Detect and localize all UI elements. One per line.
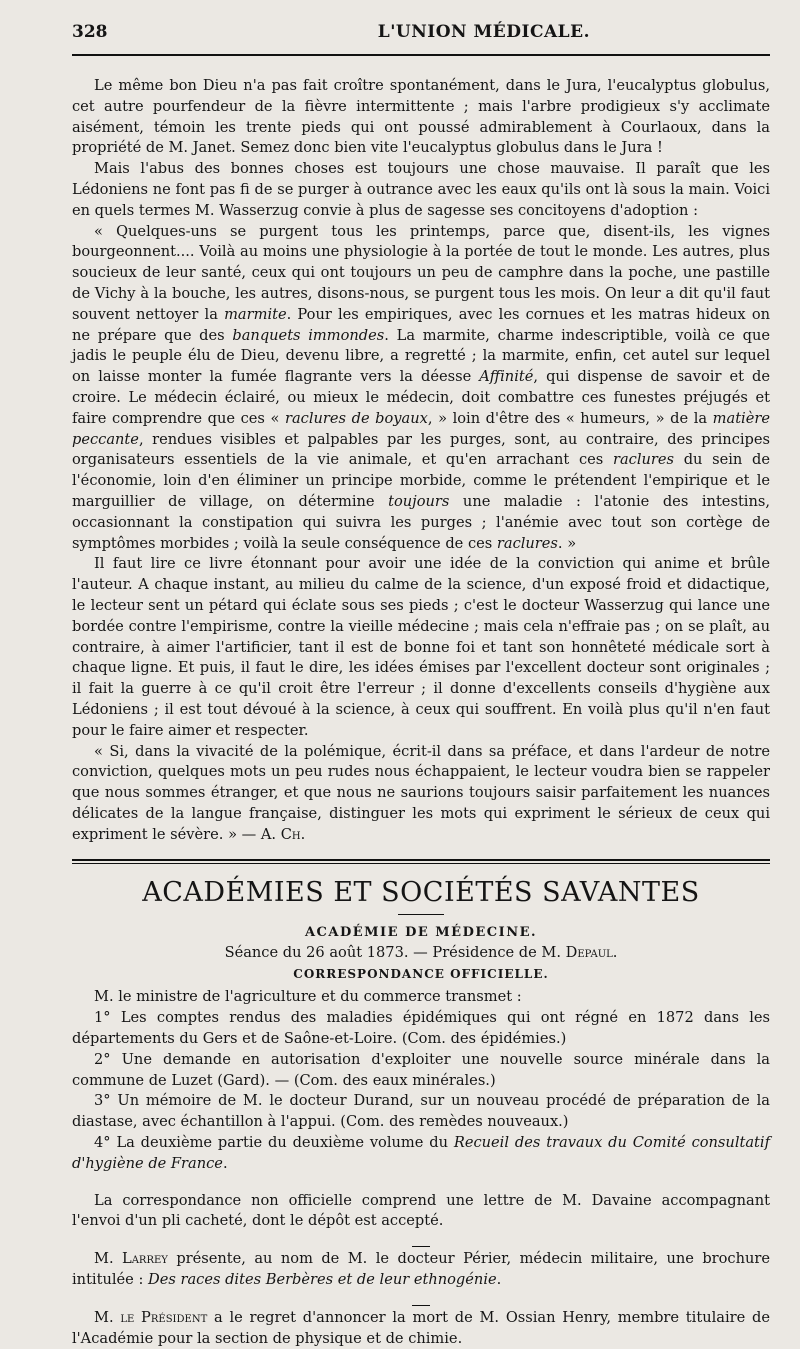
paragraph: M. le Président a le regret d'annoncer la mort de M. Ossian Henry, membre titulaire de l'Académie pour la section de physique et de chimie. [72, 1308, 770, 1347]
author-signature: A. Ch. [260, 825, 306, 843]
review-text [72, 76, 770, 845]
list-item: 2° Une demande en autorisation d'exploiter une nouvelle source minérale dans la commune de Luzet (Gard). — (Com. des eaux minérales.) [72, 1050, 770, 1089]
page-number: 328 [72, 22, 108, 42]
academy-heading: ACADÉMIE DE MÉDECINE. [304, 925, 538, 941]
list-item: 1° Les comptes rendus des maladies épidémiques qui ont régné en 1872 dans les départements du Gers et de Saône-et-Loire. (Com. des épidémies.) [72, 1009, 770, 1048]
list-item: 3° Un mémoire de M. le docteur Durand, sur un nouveau procédé de préparation de la diastase, avec échantillon à l'appui. (Com. des remèdes nouveaux.) [72, 1092, 770, 1131]
correspondence-heading: CORRESPONDANCE OFFICIELLE. [293, 967, 549, 982]
running-title: L'UNION MÉDICALE. [377, 22, 590, 42]
section-title: ACADÉMIES ET SOCIÉTÉS SAVANTES [142, 877, 700, 909]
header-rule [72, 54, 770, 56]
title-rule [398, 914, 444, 915]
quotation: « Quelques-uns se purgent tous les printemps, parce que, disent-ils, les vignes bourgeonnent.... Voilà au moins une physiologie à la portée de tout le monde. Les autres, plus soucieux de leur santé, ceux qui ont toujours un peu de camphre dans la poche, une pastille de Vichy à la bouche, les autres, disons-nous, se purgent tous les mois. On leur a dit qu'il faut souvent nettoyer la marmite. Pour les empiriques, avec les cornues et les matras hideux on ne prépare que des banquets immondes. La marmite, charme indescriptible, voilà ce que jadis le peuple élu de Dieu, devenu libre, a regretté ; la marmite, enfin, cet autel sur lequel on laisse monter la fumée flagrante vers la déesse Affinité, qui dispense de savoir et de croire. Le médecin éclairé, ou mieux le médecin, doit combattre ces funestes préjugés et faire comprendre que ces « raclures de boyaux, » loin d'être des « humeurs, » de la matière peccante, rendues visibles et palpables par les purges, sont, au contraire, des principes organisateurs essentiels de la vie animale, et qu'en arrachant ces raclures du sein de l'économie, loin d'en éliminer un principe morbide, comme le prétendent l'empirique et le marguillier de village, on détermine toujours une maladie : l'atonie des intestins, occasionnant la constipation qui suivra les purges ; l'anémie avec tout son cortège de symptômes morbides ; voilà la seule conséquence de ces raclures. » [72, 222, 771, 552]
paragraph: Le même bon Dieu n'a pas fait croître spontanément, dans le Jura, l'eucalyptus globulus, cet autre pourfendeur de la fièvre intermittente ; mais l'arbre prodigieux s'y acclimate aisément, témoin les trente pieds qui ont poussé admirablement à Courlaoux, dans la propriété de M. Janet. Semez donc bien vite l'eucalyptus globulus dans le Jura ! [72, 77, 770, 157]
paragraph: Il faut lire ce livre étonnant pour avoir une idée de la conviction qui anime et brûle l'auteur. A chaque instant, au milieu du calme de la science, d'un exposé froid et didactique, le lecteur sent un pétard qui éclate sous ses pieds ; c'est le docteur Wasserzug qui lance une bordée contre l'empirisme, contre la vieille médecine ; mais cela n'effraie pas ; on se plaît, au contraire, à aimer l'artificier, tant il est de bonne foi et tant son honnêteté médicale sort à chaque ligne. Et puis, il faut le dire, les idées émises par l'excellent docteur sont originales ; il fait la guerre à ce qu'il croit être l'erreur ; il donne d'excellents conseils d'hygiène aux Lédoniens ; il est tout dévoué à la science, à ceux qui souffrent. En voilà plus qu'il n'en faut pour le faire aimer et respecter. [72, 555, 770, 739]
paragraph: M. Larrey présente, au nom de M. le docteur Périer, médecin militaire, une brochure intitulée : Des races dites Berbères et de leur ethnogénie. [72, 1250, 771, 1289]
separator-rule [412, 1246, 430, 1247]
paragraph: Mais l'abus des bonnes choses est toujours une chose mauvaise. Il paraît que les Lédoniens ne font pas fi de se purger à outrance avec les eaux qu'ils ont là sous la main. Voici en quels termes M. Wasserzug convie à plus de sagesse ses concitoyens d'adoption : [72, 160, 770, 219]
paragraph: La correspondance non officielle comprend une lettre de M. Davaine accompagnant l'envoi d'un pli cacheté, dont le dépôt est accepté. [72, 1191, 770, 1230]
list-item: 4° La deuxième partie du deuxième volume du Recueil des travaux du Comité consultatif d'hygiène de France. [72, 1134, 770, 1172]
session-line: Séance du 26 août 1873. — Présidence de M. Depaul. [224, 944, 618, 962]
quotation: « Si, dans la vivacité de la polémique, écrit-il dans sa préface, et dans l'ardeur de notre conviction, quelques mots un peu rudes nous échappaient, le lecteur voudra bien se rappeler que nous sommes étranger, et que nous ne saurions toujours saisir parfaitement les nuances délicates de la langue française, distinguer les mots qui expriment le sérieux de ceux qui expriment le sévère. » — A. Ch. [72, 742, 770, 843]
separator-rule [412, 1305, 430, 1306]
paragraph: M. le ministre de l'agriculture et du commerce transmet : [94, 988, 522, 1006]
section-divider [72, 859, 770, 864]
page-header [72, 16, 770, 42]
academy-report [72, 987, 770, 1349]
